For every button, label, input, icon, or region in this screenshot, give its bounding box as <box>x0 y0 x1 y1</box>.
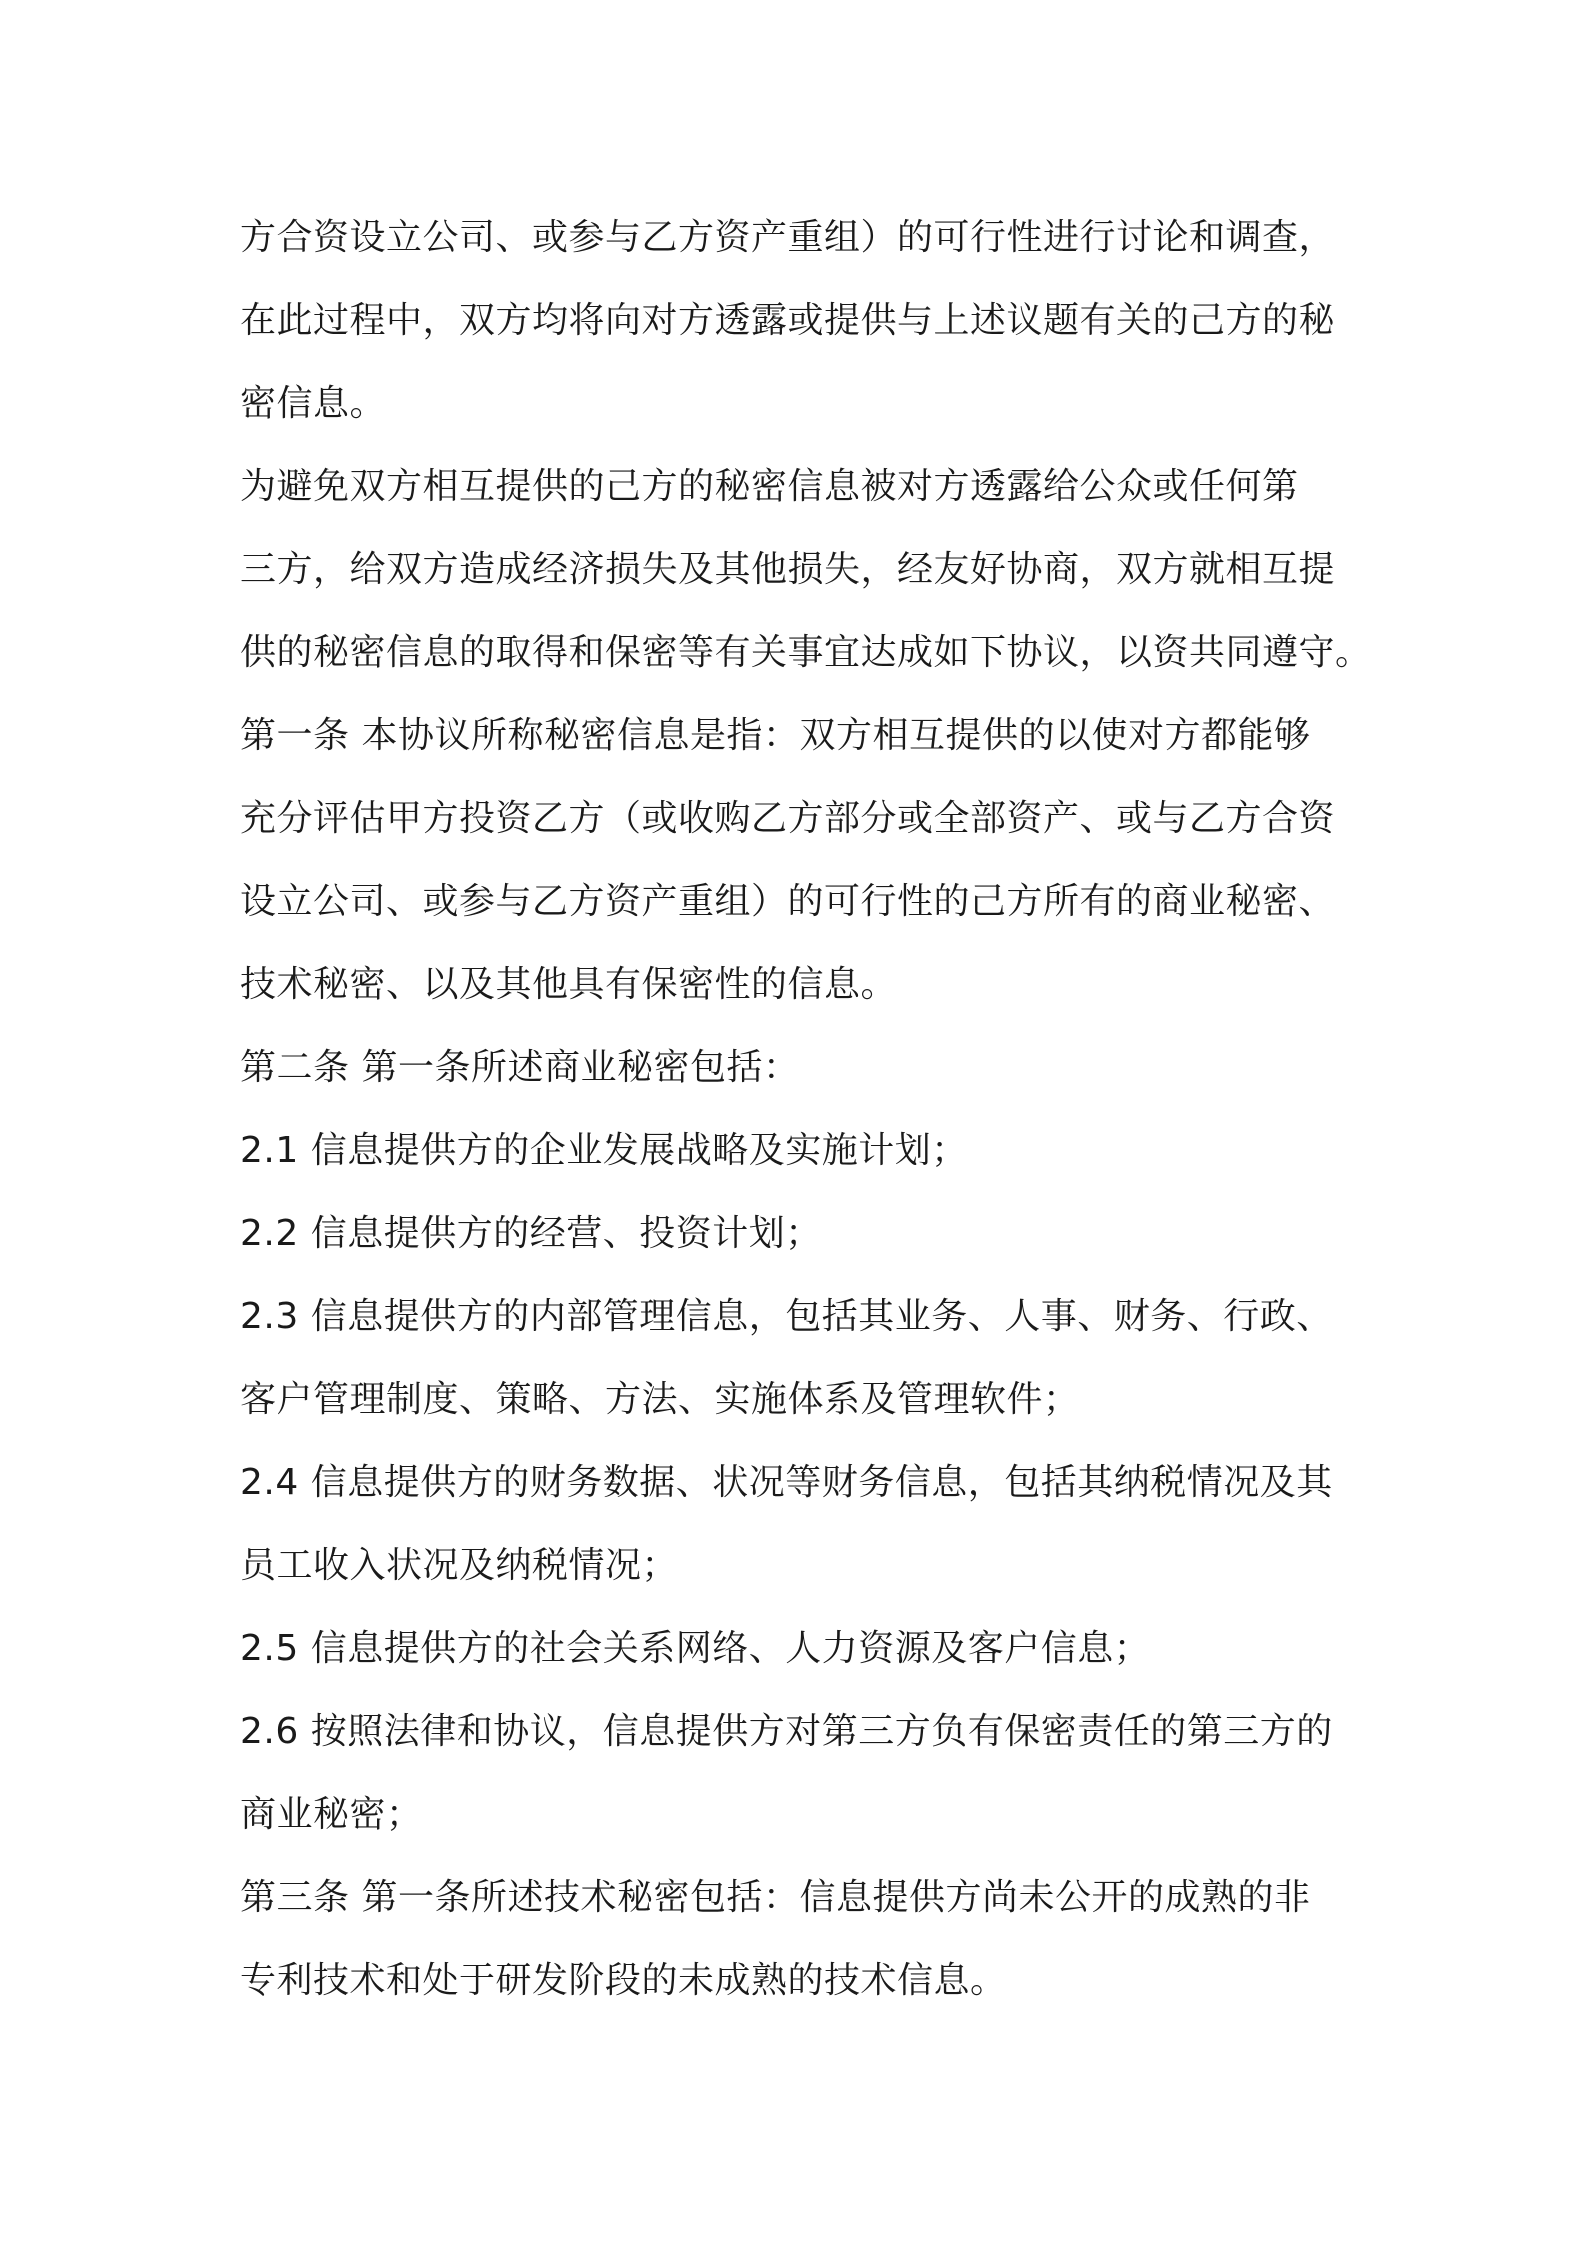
text-line: 员工收入状况及纳税情况； <box>240 1545 679 1586</box>
text-line: 客户管理制度、策略、方法、实施体系及管理软件； <box>240 1379 1080 1420</box>
clause-2-1: 2.1 信息提供方的企业发展战略及实施计划； <box>240 1130 968 1171</box>
text-line: 为避免双方相互提供的己方的秘密信息被对方透露给公众或任何第 <box>240 466 1299 507</box>
article-two-line: 第二条 第一条所述商业秘密包括： <box>240 1047 800 1088</box>
clause-2-2: 2.2 信息提供方的经营、投资计划； <box>240 1213 822 1254</box>
clause-2-5: 2.5 信息提供方的社会关系网络、人力资源及客户信息； <box>240 1628 1151 1669</box>
text-line: 充分评估甲方投资乙方（或收购乙方部分或全部资产、或与乙方合资 <box>240 798 1336 839</box>
document-body <box>240 196 1370 2022</box>
text-line: 密信息。 <box>240 383 387 424</box>
article-one-line: 第一条 本协议所称秘密信息是指：双方相互提供的以使对方都能够 <box>240 715 1311 756</box>
text-line: 商业秘密； <box>240 1794 423 1835</box>
clause-2-6: 2.6 按照法律和协议，信息提供方对第三方负有保密责任的第三方的 <box>240 1711 1333 1752</box>
text-line: 在此过程中，双方均将向对方透露或提供与上述议题有关的己方的秘 <box>240 300 1336 341</box>
text-line: 方合资设立公司、或参与乙方资产重组）的可行性进行讨论和调查， <box>240 217 1336 258</box>
text-line: 技术秘密、以及其他具有保密性的信息。 <box>240 964 898 1005</box>
text-line: 三方，给双方造成经济损失及其他损失，经友好协商，双方就相互提 <box>240 549 1336 590</box>
article-three-line: 第三条 第一条所述技术秘密包括：信息提供方尚未公开的成熟的非 <box>240 1877 1311 1918</box>
text-line: 专利技术和处于研发阶段的未成熟的技术信息。 <box>240 1960 1007 2001</box>
clause-2-3: 2.3 信息提供方的内部管理信息，包括其业务、人事、财务、行政、 <box>240 1296 1333 1337</box>
text-line: 供的秘密信息的取得和保密等有关事宜达成如下协议，以资共同遵守。 <box>240 632 1372 673</box>
clause-2-4: 2.4 信息提供方的财务数据、状况等财务信息，包括其纳税情况及其 <box>240 1462 1333 1503</box>
text-line: 设立公司、或参与乙方资产重组）的可行性的己方所有的商业秘密、 <box>240 881 1336 922</box>
